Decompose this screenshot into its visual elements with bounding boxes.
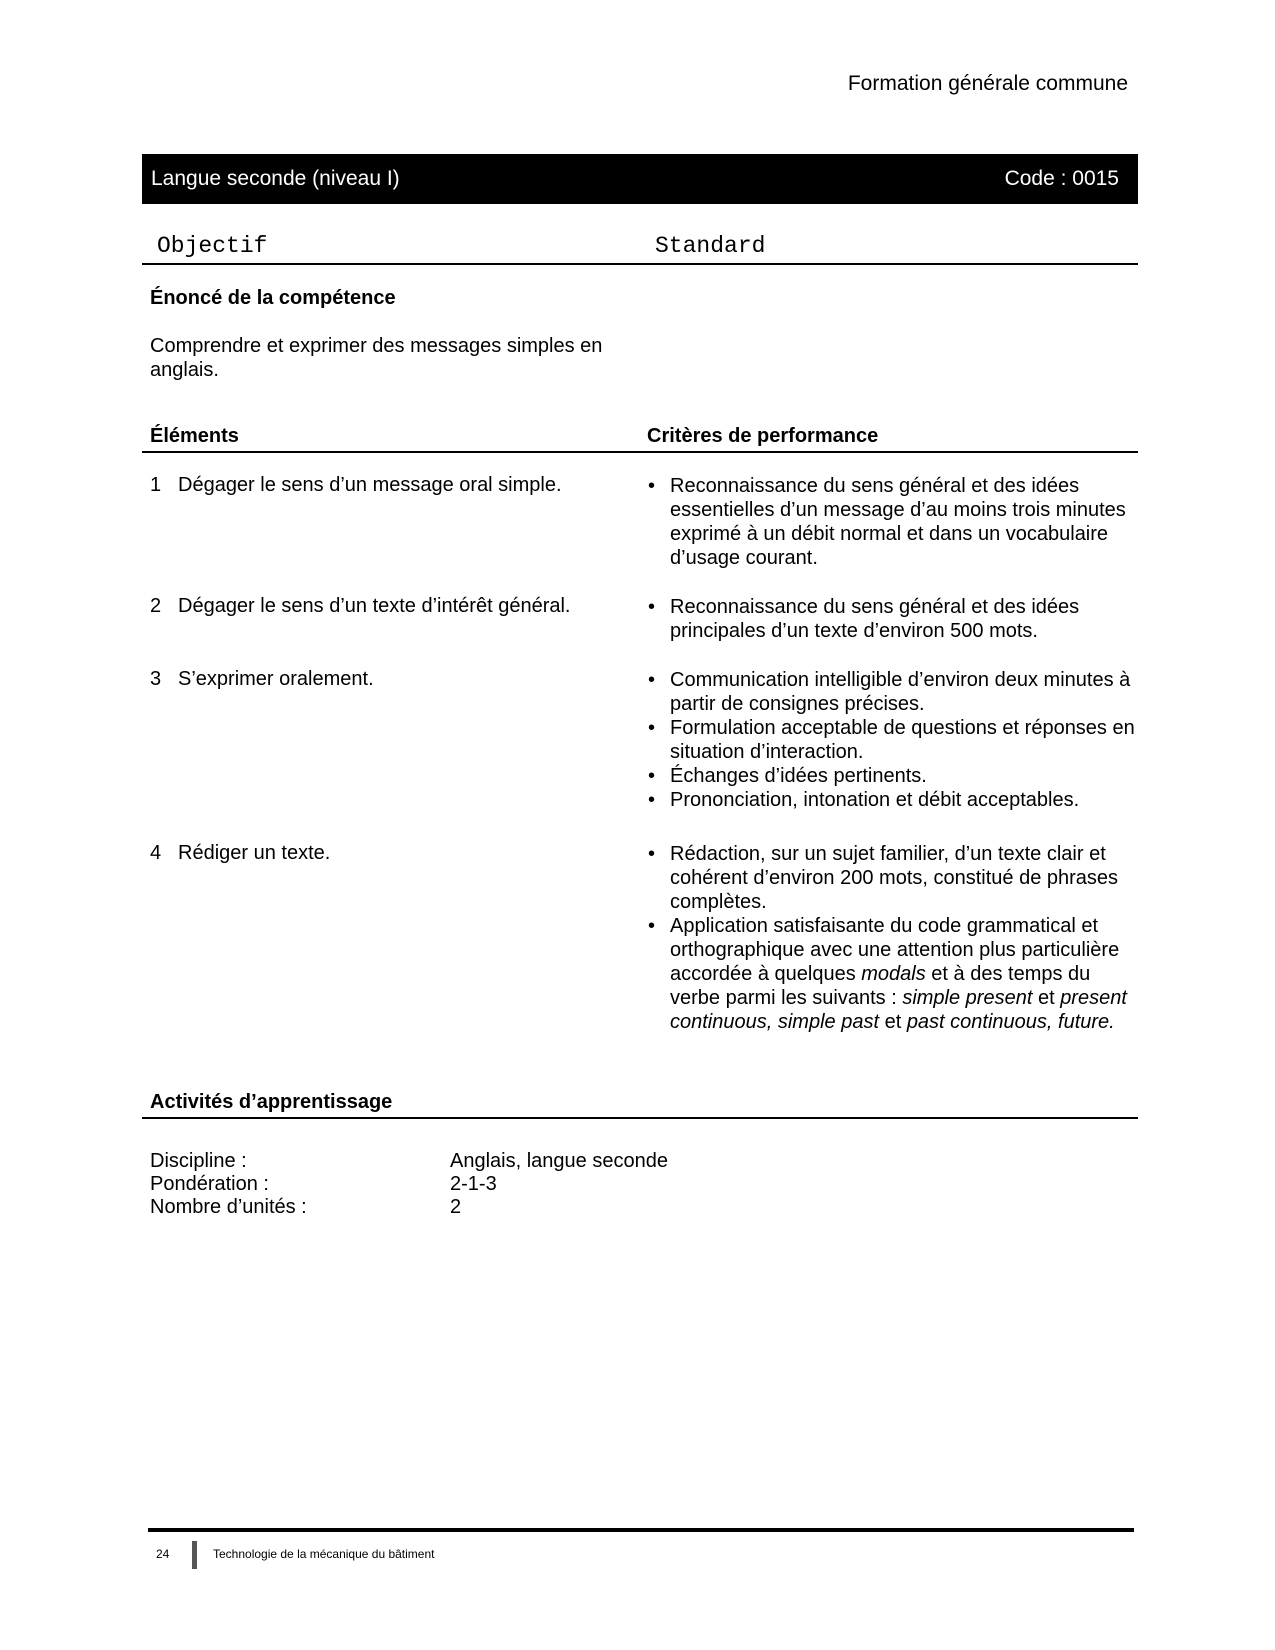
course-title: Langue seconde (niveau I): [151, 167, 400, 190]
element-row: [150, 841, 620, 865]
criterion-item: • Reconnaissance du sens général et des idées principales d’un texte d’environ 500 mots.: [646, 595, 1138, 643]
element-text: Rédiger un texte.: [178, 842, 331, 864]
element-number: 1: [150, 474, 162, 496]
course-code: Code : 0015: [1004, 167, 1119, 190]
activities-heading: Activités d’apprentissage: [150, 1091, 393, 1113]
elements-heading: Éléments: [150, 425, 239, 447]
header-divider: [142, 263, 1138, 265]
criterion-item-grammar: [646, 914, 1138, 1034]
units-value: 2: [450, 1196, 462, 1218]
objective-column-label: Objectif: [157, 233, 268, 259]
footer-rule: [148, 1528, 1134, 1532]
criterion-text: et: [879, 1011, 907, 1033]
criteria-list: [646, 668, 1138, 812]
criterion-italic-term: simple present: [902, 987, 1033, 1009]
footer-separator: [192, 1541, 197, 1569]
units-label: Nombre d’unités :: [150, 1196, 307, 1218]
element-row: [150, 473, 620, 497]
element-number: 3: [150, 668, 162, 690]
running-header: Formation générale commune: [847, 72, 1128, 95]
criterion-italic-term: past continuous, future.: [906, 1011, 1115, 1033]
criterion-item: • Reconnaissance du sens général et des idées essentielles d’un message d’au moins trois minutes exprimé à un débit normal et dans un vocabulaire d’usage courant.: [646, 474, 1138, 570]
table-divider: [142, 451, 1138, 453]
element-text: Dégager le sens d’un message oral simple.: [178, 474, 562, 496]
course-title-bar: [142, 154, 1138, 204]
weighting-value: 2-1-3: [450, 1173, 497, 1195]
criterion-italic-term: present continuous, simple past: [670, 987, 1127, 1033]
discipline-label: Discipline :: [150, 1150, 247, 1172]
criteria-list: [646, 595, 1138, 643]
criterion-item: • Communication intelligible d’environ deux minutes à partir de consignes précises.: [646, 668, 1138, 716]
weighting-label: Pondération :: [150, 1173, 269, 1195]
criterion-text: et à des temps du verbe parmi les suivants :: [670, 963, 1091, 1009]
criterion-item: • Rédaction, sur un sujet familier, d’un texte clair et cohérent d’environ 200 mots, constitué de phrases complètes.: [646, 842, 1138, 914]
element-number: 4: [150, 842, 162, 864]
competence-statement: Comprendre et exprimer des messages simples en anglais.: [150, 335, 603, 381]
element-text: Dégager le sens d’un texte d’intérêt général.: [178, 595, 571, 617]
competence-heading: Énoncé de la compétence: [150, 287, 396, 309]
footer-document-title: Technologie de la mécanique du bâtiment: [213, 1547, 435, 1561]
criterion-text: Application satisfaisante du code grammatical et orthographique avec une attention plus particulière accordée à quelques: [670, 915, 1120, 985]
standard-column-label: Standard: [655, 233, 766, 259]
page-number: 24: [156, 1547, 170, 1561]
element-row: [150, 594, 620, 618]
element-row: [150, 667, 620, 691]
criterion-text: et: [1032, 987, 1061, 1009]
info-row-weighting: [150, 1173, 668, 1196]
criteria-list: [646, 842, 1138, 1034]
criterion-item: • Échanges d’idées pertinents.: [646, 764, 1138, 788]
discipline-value: Anglais, langue seconde: [450, 1150, 668, 1172]
element-number: 2: [150, 595, 162, 617]
activities-divider: [142, 1117, 1138, 1119]
criteria-heading: Critères de performance: [647, 425, 879, 447]
criterion-item: • Prononciation, intonation et débit acceptables.: [646, 788, 1138, 812]
info-row-units: [150, 1196, 668, 1219]
criterion-item: • Formulation acceptable de questions et réponses en situation d’interaction.: [646, 716, 1138, 764]
element-text: S’exprimer oralement.: [178, 668, 374, 690]
criteria-list: [646, 474, 1138, 570]
activities-info: [150, 1150, 668, 1219]
info-row-discipline: [150, 1150, 668, 1173]
criterion-italic-term: modals: [861, 963, 926, 985]
